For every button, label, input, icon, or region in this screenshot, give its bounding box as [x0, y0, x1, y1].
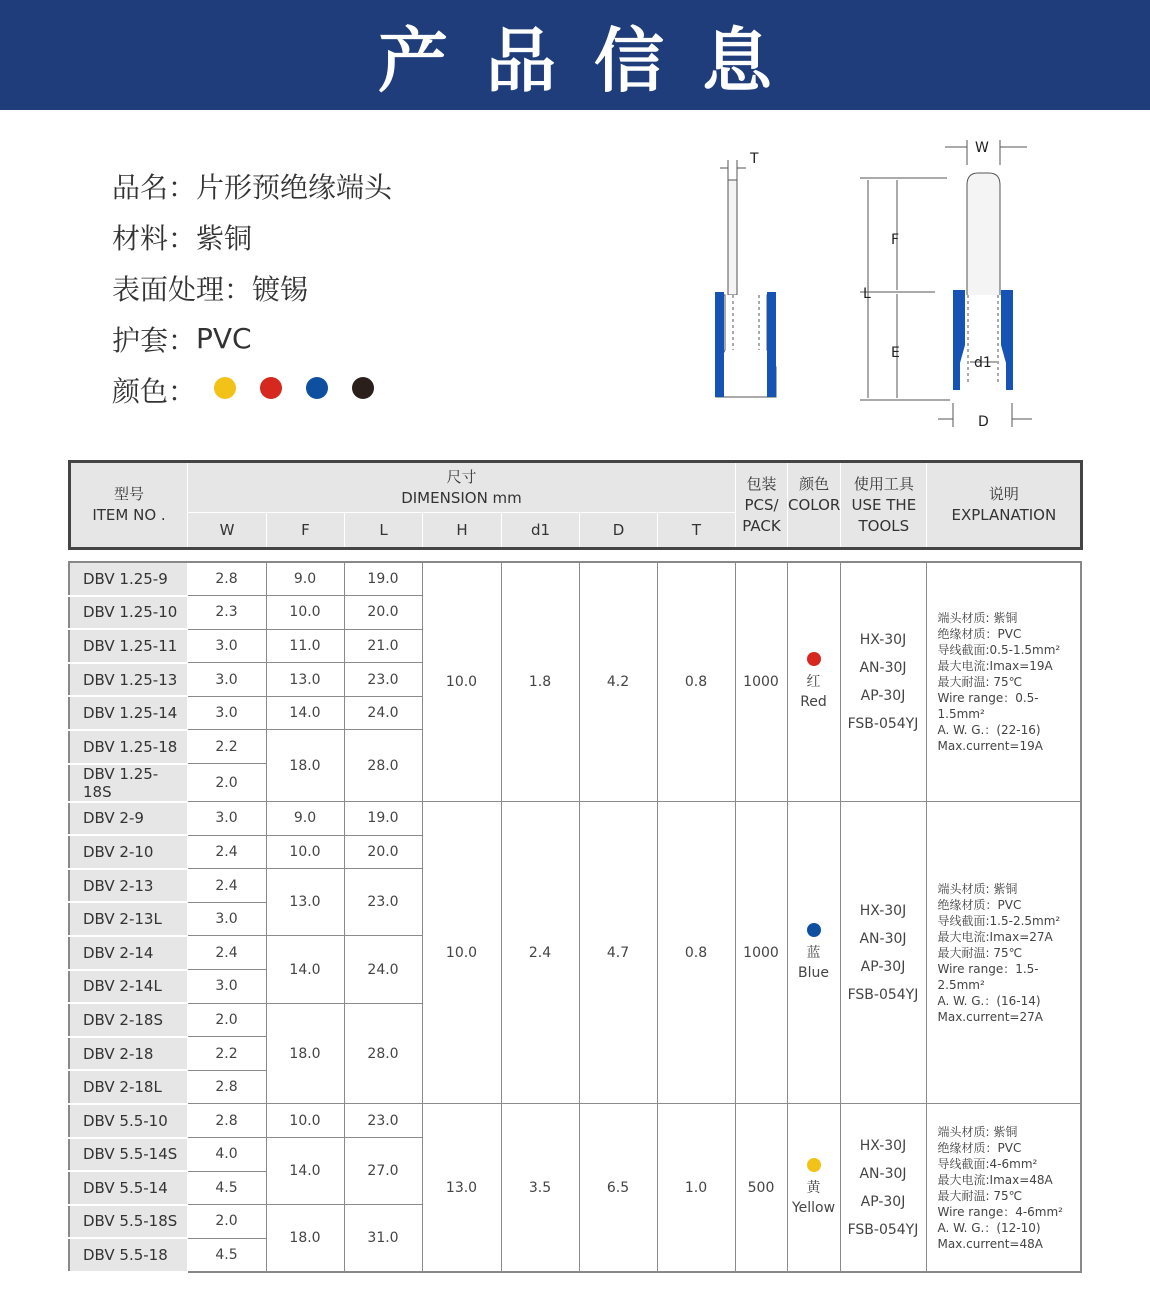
- cell-l: 28.0: [344, 730, 422, 802]
- explanation-line: Max.current=27A: [937, 1009, 1043, 1024]
- cell-l: 27.0: [344, 1138, 422, 1205]
- cell-model: DBV 5.5-14S: [69, 1138, 187, 1172]
- cell-tools: [840, 562, 926, 802]
- cell-model: DBV 1.25-10: [69, 596, 187, 630]
- color-dot: [807, 923, 821, 937]
- explanation-line: Max.current=48A: [937, 1236, 1043, 1251]
- info-name-value: 片形预绝缘端头: [196, 170, 393, 204]
- cell-f: 9.0: [266, 802, 344, 836]
- cell-pack: 1000: [735, 562, 787, 802]
- info-surface: [112, 262, 392, 313]
- dim-label-d: D: [978, 414, 989, 430]
- cell-w: 2.8: [187, 562, 266, 596]
- explanation-line: 最大电流:Imax=19A: [937, 659, 1053, 674]
- explanation-line: A. W. G.：(16-14): [937, 993, 1041, 1008]
- dim-label-d1: d1: [974, 355, 992, 371]
- explanation-line: Wire range：1.5-2.5mm²: [937, 961, 1039, 992]
- cell-d: 4.2: [579, 562, 657, 802]
- cell-pack: 500: [735, 1104, 787, 1272]
- cell-model: DBV 2-14L: [69, 970, 187, 1004]
- tool-item: AN-30J: [859, 1165, 907, 1182]
- cell-w: 3.0: [187, 802, 266, 836]
- cell-w: 3.0: [187, 970, 266, 1004]
- tool-item: FSB-054YJ: [847, 716, 919, 733]
- tool-item: FSB-054YJ: [847, 1221, 919, 1238]
- col-dimension: [188, 462, 736, 513]
- cell-f: 14.0: [266, 696, 344, 730]
- cell-f: 10.0: [266, 596, 344, 630]
- col-tools-cn: 使用工具: [853, 474, 914, 493]
- cell-w: 2.8: [187, 1104, 266, 1138]
- col-tools: [841, 462, 927, 549]
- product-info: [112, 160, 392, 415]
- color-swatch-3: [352, 377, 374, 399]
- table-row: [69, 1104, 1081, 1138]
- cell-tools: [840, 802, 926, 1104]
- col-explanation-en: EXPLANATION: [951, 506, 1057, 524]
- color-en: Yellow: [791, 1199, 836, 1216]
- cell-t: 0.8: [657, 802, 735, 1104]
- cell-l: 23.0: [344, 663, 422, 697]
- col-color-en: COLOR: [788, 495, 841, 514]
- cell-explanation: [926, 1104, 1081, 1272]
- cell-color: [787, 562, 840, 802]
- explanation-line: 绝缘材质：PVC: [937, 897, 1022, 912]
- cell-explanation: [926, 802, 1081, 1104]
- cell-h: 10.0: [422, 562, 501, 802]
- col-f: F: [267, 513, 345, 549]
- col-l: L: [345, 513, 423, 549]
- tool-item: HX-30J: [859, 902, 907, 919]
- cell-model: DBV 2-14: [69, 936, 187, 970]
- page-title: 产品信息: [378, 19, 810, 102]
- tool-item: AP-30J: [860, 688, 906, 705]
- explanation-line: 最大耐温: 75℃: [937, 945, 1023, 960]
- cell-model: DBV 2-18S: [69, 1003, 187, 1037]
- cell-w: 3.0: [187, 629, 266, 663]
- cell-model: DBV 2-13L: [69, 902, 187, 936]
- explanation-line: 最大耐温: 75℃: [937, 675, 1023, 690]
- cell-model: DBV 1.25-14: [69, 696, 187, 730]
- cell-l: 23.0: [344, 1104, 422, 1138]
- info-material: [112, 211, 392, 262]
- cell-model: DBV 1.25-11: [69, 629, 187, 663]
- cell-color: [787, 1104, 840, 1272]
- cell-l: 28.0: [344, 1003, 422, 1104]
- cell-f: 14.0: [266, 936, 344, 1003]
- cell-d1: 3.5: [501, 1104, 579, 1272]
- explanation-line: Wire range：0.5-1.5mm²: [937, 691, 1039, 722]
- cell-f: 11.0: [266, 629, 344, 663]
- cell-w: 2.8: [187, 1070, 266, 1104]
- terminal-dimension-diagram: [690, 135, 1070, 435]
- color-dot: [807, 652, 821, 666]
- color-swatch-2: [306, 377, 328, 399]
- col-pack-cn: 包装: [746, 474, 777, 493]
- cell-model: DBV 2-18: [69, 1037, 187, 1071]
- cell-model: DBV 1.25-18S: [69, 764, 187, 802]
- explanation-line: 导线截面:1.5-2.5mm²: [937, 913, 1061, 928]
- spec-table-header: [68, 460, 1083, 550]
- explanation-line: Max.current=19A: [937, 739, 1043, 754]
- cell-l: 19.0: [344, 802, 422, 836]
- col-pack: [736, 462, 788, 549]
- cell-model: DBV 1.25-13: [69, 663, 187, 697]
- cell-f: 18.0: [266, 1205, 344, 1272]
- cell-model: DBV 5.5-18: [69, 1238, 187, 1272]
- col-color-cn: 颜色: [799, 474, 830, 493]
- col-d1: d1: [502, 513, 580, 549]
- cell-w: 2.2: [187, 730, 266, 764]
- cell-w: 3.0: [187, 902, 266, 936]
- cell-l: 20.0: [344, 835, 422, 869]
- tool-item: AN-30J: [859, 660, 907, 677]
- cell-l: 23.0: [344, 869, 422, 936]
- tool-item: HX-30J: [859, 632, 907, 649]
- explanation-line: Wire range：4-6mm²: [937, 1204, 1063, 1219]
- tool-item: FSB-054YJ: [847, 986, 919, 1003]
- cell-h: 10.0: [422, 802, 501, 1104]
- dim-label-e: E: [891, 345, 900, 361]
- explanation-line: 绝缘材质：PVC: [937, 1140, 1022, 1155]
- tool-item: HX-30J: [859, 1137, 907, 1154]
- explanation-line: 最大电流:Imax=27A: [937, 929, 1053, 944]
- table-row: [69, 802, 1081, 836]
- cell-model: DBV 1.25-9: [69, 562, 187, 596]
- color-en: Red: [800, 694, 827, 711]
- cell-color: [787, 802, 840, 1104]
- cell-w: 3.0: [187, 696, 266, 730]
- cell-pack: 1000: [735, 802, 787, 1104]
- cell-d1: 1.8: [501, 562, 579, 802]
- col-pack-en1: PCS/: [744, 495, 779, 514]
- cell-model: DBV 2-18L: [69, 1070, 187, 1104]
- cell-d1: 2.4: [501, 802, 579, 1104]
- cell-w: 2.4: [187, 936, 266, 970]
- explanation-line: 最大电流:Imax=48A: [937, 1172, 1053, 1187]
- col-explanation-cn: 说明: [988, 485, 1019, 503]
- info-sleeve-label: 护套：: [112, 323, 197, 357]
- cell-model: DBV 5.5-18S: [69, 1205, 187, 1239]
- cell-f: 14.0: [266, 1138, 344, 1205]
- cell-d: 4.7: [579, 802, 657, 1104]
- col-color: [788, 462, 841, 549]
- dim-label-t: T: [750, 151, 759, 167]
- info-material-label: 材料：: [112, 221, 197, 255]
- cell-l: 20.0: [344, 596, 422, 630]
- info-surface-value: 镀锡: [252, 272, 309, 306]
- cell-model: DBV 2-9: [69, 802, 187, 836]
- cell-f: 18.0: [266, 1003, 344, 1104]
- explanation-line: 最大耐温: 75℃: [937, 1188, 1023, 1203]
- table-row: [69, 562, 1081, 596]
- cell-w: 2.0: [187, 1003, 266, 1037]
- cell-w: 4.5: [187, 1238, 266, 1272]
- explanation-line: A. W. G.：(22-16): [937, 723, 1041, 738]
- cell-model: DBV 5.5-14: [69, 1171, 187, 1205]
- cell-w: 2.0: [187, 764, 266, 802]
- col-d: D: [580, 513, 658, 549]
- cell-explanation: [926, 562, 1081, 802]
- explanation-line: 端头材质: 紫铜: [937, 611, 1018, 626]
- cell-h: 13.0: [422, 1104, 501, 1272]
- cell-f: 10.0: [266, 1104, 344, 1138]
- explanation-line: 导线截面:4-6mm²: [937, 1156, 1038, 1171]
- tool-item: AP-30J: [860, 958, 906, 975]
- spec-table-body: [68, 561, 1082, 1273]
- cell-l: 21.0: [344, 629, 422, 663]
- cell-w: 2.2: [187, 1037, 266, 1071]
- tool-item: AN-30J: [859, 930, 907, 947]
- color-en: Blue: [798, 964, 829, 981]
- color-swatch-1: [260, 377, 282, 399]
- cell-l: 24.0: [344, 936, 422, 1003]
- info-sleeve: [112, 313, 392, 364]
- info-colors: [112, 364, 392, 415]
- cell-tools: [840, 1104, 926, 1272]
- info-name-label: 品名：: [112, 170, 197, 204]
- cell-l: 19.0: [344, 562, 422, 596]
- cell-w: 4.0: [187, 1138, 266, 1172]
- cell-model: DBV 5.5-10: [69, 1104, 187, 1138]
- col-model-cn: 型号: [113, 485, 144, 503]
- color-cn: 红: [806, 674, 821, 691]
- col-dimension-en: DIMENSION mm: [401, 488, 522, 507]
- explanation-line: 端头材质: 紫铜: [937, 1124, 1018, 1139]
- cell-t: 0.8: [657, 562, 735, 802]
- cell-d: 6.5: [579, 1104, 657, 1272]
- explanation-line: 绝缘材质：PVC: [937, 627, 1022, 642]
- cell-w: 4.5: [187, 1171, 266, 1205]
- cell-model: DBV 2-13: [69, 869, 187, 903]
- explanation-line: 端头材质: 紫铜: [937, 881, 1018, 896]
- info-color-label: 颜色：: [112, 374, 197, 408]
- col-tools-en2: TOOLS: [858, 516, 910, 535]
- dim-label-f: F: [891, 232, 900, 248]
- cell-f: 13.0: [266, 869, 344, 936]
- dim-label-w: W: [975, 140, 989, 156]
- color-dot: [807, 1158, 821, 1172]
- col-pack-en2: PACK: [742, 516, 781, 535]
- col-explanation: [927, 462, 1082, 549]
- dim-label-l: L: [863, 286, 871, 302]
- cell-t: 1.0: [657, 1104, 735, 1272]
- cell-model: DBV 1.25-18: [69, 730, 187, 764]
- cell-w: 2.4: [187, 869, 266, 903]
- col-w: W: [188, 513, 267, 549]
- cell-l: 31.0: [344, 1205, 422, 1272]
- cell-f: 10.0: [266, 835, 344, 869]
- header-banner: [0, 0, 1150, 110]
- col-t: T: [658, 513, 736, 549]
- col-model-en: ITEM NO .: [92, 506, 166, 524]
- explanation-line: A. W. G.：(12-10): [937, 1220, 1041, 1235]
- tool-item: AP-30J: [860, 1193, 906, 1210]
- cell-w: 2.0: [187, 1205, 266, 1239]
- color-swatches: [196, 373, 374, 406]
- cell-w: 2.4: [187, 835, 266, 869]
- cell-w: 2.3: [187, 596, 266, 630]
- col-dimension-cn: 尺寸: [446, 467, 477, 486]
- cell-l: 24.0: [344, 696, 422, 730]
- col-tools-en1: USE THE: [851, 495, 917, 514]
- front-view-sleeve: [953, 290, 1013, 390]
- color-cn: 黄: [806, 1179, 821, 1196]
- cell-f: 18.0: [266, 730, 344, 802]
- cell-w: 3.0: [187, 663, 266, 697]
- explanation-line: 导线截面:0.5-1.5mm²: [937, 643, 1061, 658]
- cell-f: 9.0: [266, 562, 344, 596]
- cell-model: DBV 2-10: [69, 835, 187, 869]
- info-name: [112, 160, 392, 211]
- info-surface-label: 表面处理：: [112, 272, 253, 306]
- color-cn: 蓝: [806, 944, 821, 961]
- col-model: [70, 462, 188, 549]
- info-material-value: 紫铜: [196, 221, 253, 255]
- col-h: H: [423, 513, 502, 549]
- cell-f: 13.0: [266, 663, 344, 697]
- info-sleeve-value: PVC: [196, 322, 252, 355]
- color-swatch-0: [214, 377, 236, 399]
